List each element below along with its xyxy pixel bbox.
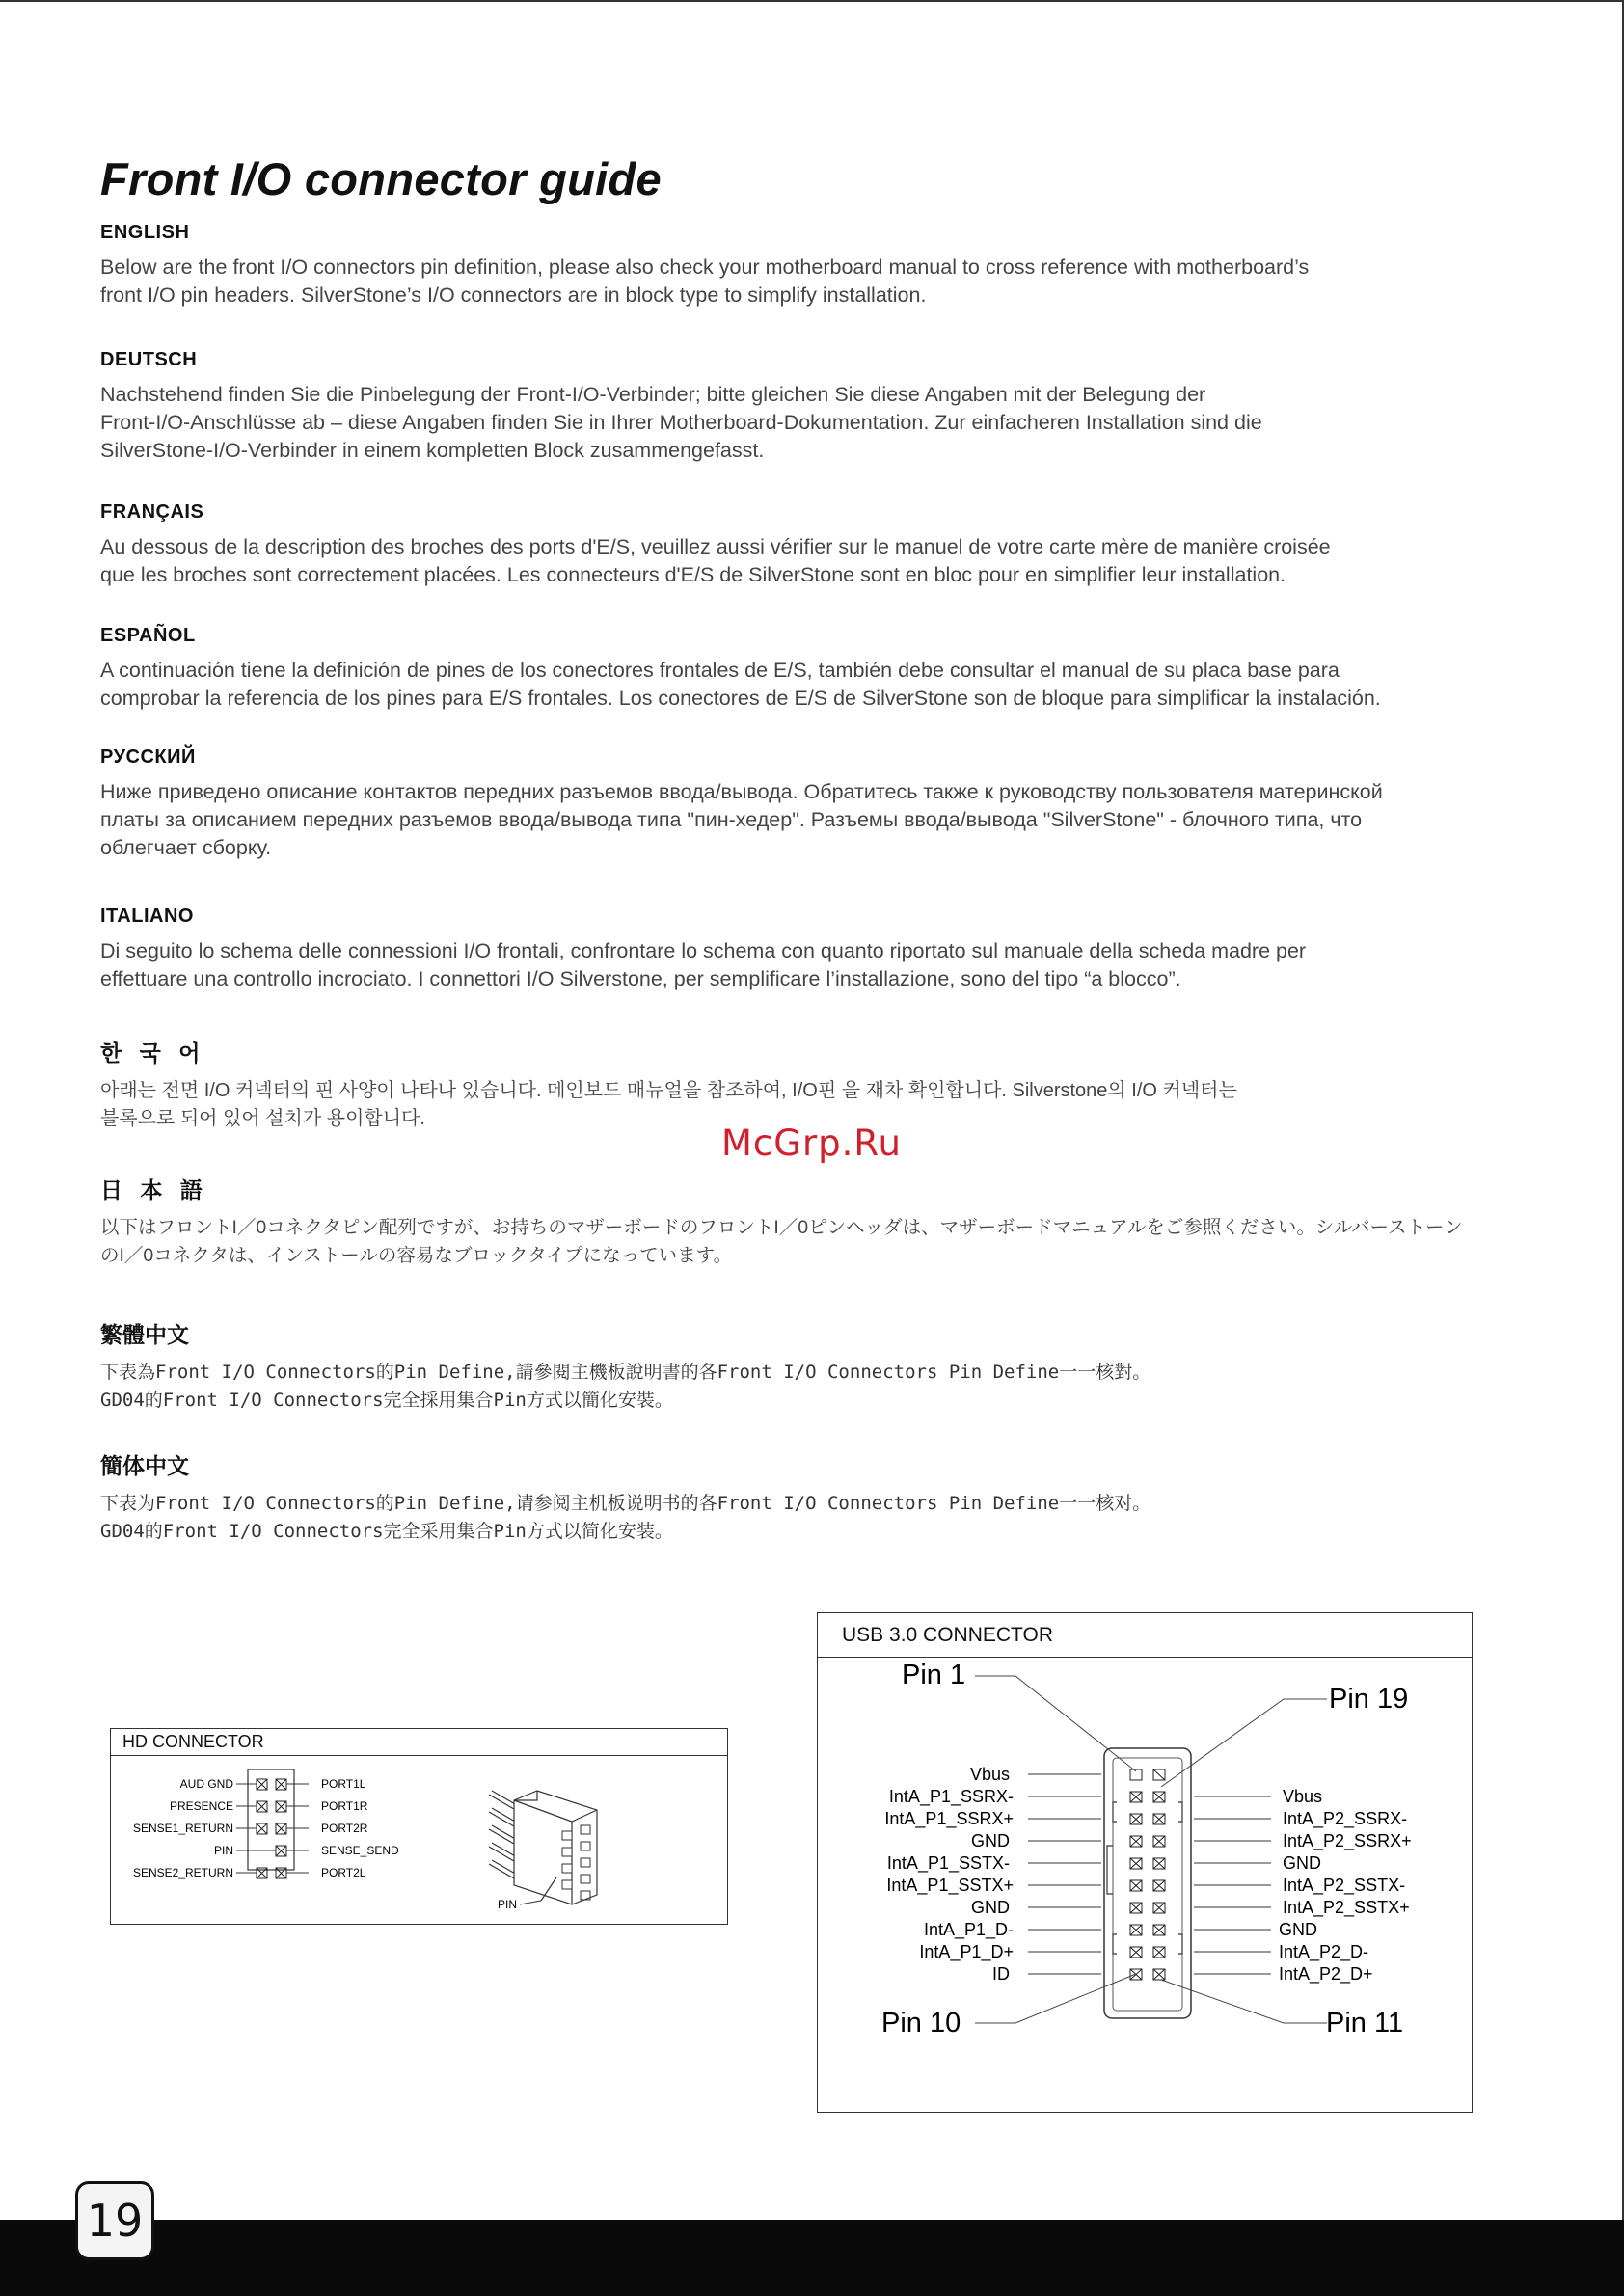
hd-right-label: PORT2R xyxy=(321,1822,368,1835)
usb3-left-label: GND xyxy=(971,1898,1010,1917)
section-trad-chinese xyxy=(100,1317,1605,1415)
section-heading: РУССКИЙ xyxy=(100,746,196,768)
usb3-left-label: GND xyxy=(971,1831,1010,1850)
section-heading: ENGLISH xyxy=(100,222,190,243)
section-heading: 日 本 語 xyxy=(100,1177,208,1202)
section-text: 以下はフロントI／0コネクタピン配列ですが、お持ちのマザーボードのフロントI／0ピンヘッダは、マザーボードマニュアルをご参照ください。シルバーストーン のI／0コネクタは、インストールの容易なブロックタイプになっています。 xyxy=(100,1217,1463,1266)
usb3-right-label: IntA_P2_SSRX+ xyxy=(1283,1831,1412,1850)
footer-bar xyxy=(0,2220,1624,2296)
usb3-left-label: IntA_P1_D- xyxy=(923,1920,1014,1939)
usb3-left-label: ID xyxy=(992,1964,1010,1984)
hd-left-label: PRESENCE xyxy=(169,1799,233,1813)
section-text: 下表為Front I/O Connectors的Pin Define,請參閱主機板說明書的各Front I/O Connectors Pin Define一一核對。 GD04的Front I/O Connectors完全採用集合Pin方式以簡化安裝。 xyxy=(100,1362,1151,1411)
hd-left-label: SENSE2_RETURN xyxy=(132,1866,233,1879)
usb3-left-label: IntA_P1_SSTX- xyxy=(886,1853,1010,1873)
section-japanese xyxy=(100,1173,1605,1270)
usb3-left-label: Vbus xyxy=(969,1765,1010,1784)
hd-right-label: PORT1L xyxy=(321,1777,366,1791)
usb3-pin11-label: Pin 11 xyxy=(1326,2008,1404,2039)
hd-right-label: PORT2L xyxy=(321,1866,366,1879)
hd-pin-block xyxy=(248,1769,294,1870)
usb3-pin10-label: Pin 10 xyxy=(881,2008,961,2039)
hd-right-label: PORT1R xyxy=(321,1799,368,1813)
section-text: A continuación tiene la definición de pines de los conectores frontales de E/S, también debe consultar el manual de su placa base para comprobar la referencia de los pines para E/S frontales. Los conectores de E/S de SilverStone son de bloque para simplificar la instalación. xyxy=(100,659,1381,710)
usb3-keying xyxy=(1107,1802,1182,1954)
hd-connector-diagram xyxy=(110,1728,728,1925)
section-text: 아래는 전면 I/O 커넥터의 핀 사양이 나타나 있습니다. 메인보드 매뉴얼을 참조하여, I/O핀 을 재차 확인합니다. Silverstone의 I/O 커넥터는 블록으로 되어 있어 설치가 용이합니다. xyxy=(100,1080,1237,1129)
hd-pin-label: PIN xyxy=(498,1898,518,1911)
section-espanol xyxy=(100,625,1605,713)
page-top-border xyxy=(0,0,1624,2)
usb3-right-label: IntA_P2_SSTX+ xyxy=(1283,1898,1410,1917)
usb3-right-label: IntA_P2_D+ xyxy=(1279,1964,1373,1984)
section-korean xyxy=(100,1036,1605,1133)
page-number: 19 xyxy=(75,2181,154,2260)
section-text: Ниже приведено описание контактов передних разъемов ввода/вывода. Обратитесь также к руководству пользователя материнской платы за описанием передних разъемов ввода/вывода типа "пин-хедер". Разъемы ввода/вывода "SilverStone" - блочного типа, что облегчает сборку. xyxy=(100,780,1383,859)
watermark: McGrp.Ru xyxy=(721,1122,902,1164)
usb3-connector-body xyxy=(1104,1748,1191,2018)
section-francais xyxy=(100,501,1605,589)
hd-lead-lines xyxy=(236,1784,309,1873)
hd-connector-drawing xyxy=(111,1756,726,1922)
usb3-left-label: IntA_P1_D+ xyxy=(919,1942,1014,1961)
usb3-pin-callout-lines xyxy=(975,1676,1327,2023)
usb3-right-label: IntA_P2_D- xyxy=(1279,1942,1369,1961)
usb3-right-label: GND xyxy=(1283,1853,1321,1873)
section-text: Nachstehend finden Sie die Pinbelegung der Front-I/O-Verbinder; bitte gleichen Sie diese Angaben mit der Belegung der Front-I/O-Anschlüsse ab – diese Angaben finden Sie in Ihrer Motherboard-Dokumentation. Zur einfacheren Installation sind die SilverStone-I/O-Verbinder in einem kompletten Block zusammengefasst. xyxy=(100,383,1262,462)
hd-left-label: SENSE1_RETURN xyxy=(132,1822,233,1835)
usb3-left-label: IntA_P1_SSRX- xyxy=(888,1787,1014,1806)
hd-connector-illustration xyxy=(489,1791,597,1904)
section-simp-chinese xyxy=(100,1448,1605,1546)
usb3-lead-lines xyxy=(1028,1774,1271,1974)
hd-connector-title: HD CONNECTOR xyxy=(111,1729,727,1756)
hd-left-label: AUD GND xyxy=(179,1777,233,1791)
section-deutsch xyxy=(100,349,1605,465)
section-heading: ESPAÑOL xyxy=(100,625,196,646)
hd-pins xyxy=(257,1779,286,1878)
section-english xyxy=(100,222,1605,310)
hd-right-label: SENSE_SEND xyxy=(321,1844,399,1857)
section-heading: 簡体中文 xyxy=(100,1453,189,1478)
usb3-connector-drawing xyxy=(818,1658,1471,2111)
section-text: Below are the front I/O connectors pin definition, please also check your motherboard manual to cross reference with motherboard’s front I/O pin headers. SilverStone’s I/O connectors are in block type to simplify installation. xyxy=(100,256,1310,307)
section-heading: ITALIANO xyxy=(100,905,194,927)
section-russian xyxy=(100,746,1605,862)
usb3-pin1-label: Pin 1 xyxy=(902,1660,966,1690)
usb3-connector-title: USB 3.0 CONNECTOR xyxy=(818,1613,1472,1658)
section-text: 下表为Front I/O Connectors的Pin Define,请参阅主机板说明书的各Front I/O Connectors Pin Define一一核对。 GD04的Front I/O Connectors完全采用集合Pin方式以简化安装。 xyxy=(100,1493,1151,1542)
page-title: Front I/O connector guide xyxy=(100,153,662,204)
usb3-left-label: IntA_P1_SSTX+ xyxy=(886,1876,1014,1895)
usb3-right-label: Vbus xyxy=(1283,1787,1323,1806)
usb3-pin19-label: Pin 19 xyxy=(1329,1684,1409,1715)
section-heading: 繁體中文 xyxy=(100,1322,189,1347)
section-text: Au dessous de la description des broches des ports d'E/S, veuillez aussi vérifier sur le manuel de votre carte mère de manière croisée que les broches sont correctement placées. Les connecteurs d'E/S de SilverStone sont en bloc pour en simplifier leur installation. xyxy=(100,535,1331,586)
section-heading: DEUTSCH xyxy=(100,349,198,370)
usb3-pins xyxy=(1130,1769,1165,1980)
usb3-right-label: IntA_P2_SSTX- xyxy=(1283,1876,1406,1895)
section-text: Di seguito lo schema delle connessioni I/O frontali, confrontare lo schema con quanto riportato sul manuale della scheda madre per effettuare una controllo incrociato. I connettori I/O Silverstone, per semplificare l’installazione, sono del tipo “a blocco”. xyxy=(100,939,1307,990)
section-italiano xyxy=(100,905,1605,993)
usb3-left-label: IntA_P1_SSRX+ xyxy=(884,1809,1014,1828)
section-heading: 한 국 어 xyxy=(100,1040,206,1066)
usb3-right-label: GND xyxy=(1279,1920,1317,1939)
usb3-right-label: IntA_P2_SSRX- xyxy=(1283,1809,1408,1828)
section-heading: FRANÇAIS xyxy=(100,501,204,523)
usb3-connector-diagram xyxy=(817,1612,1473,2113)
hd-left-label: PIN xyxy=(213,1844,233,1857)
